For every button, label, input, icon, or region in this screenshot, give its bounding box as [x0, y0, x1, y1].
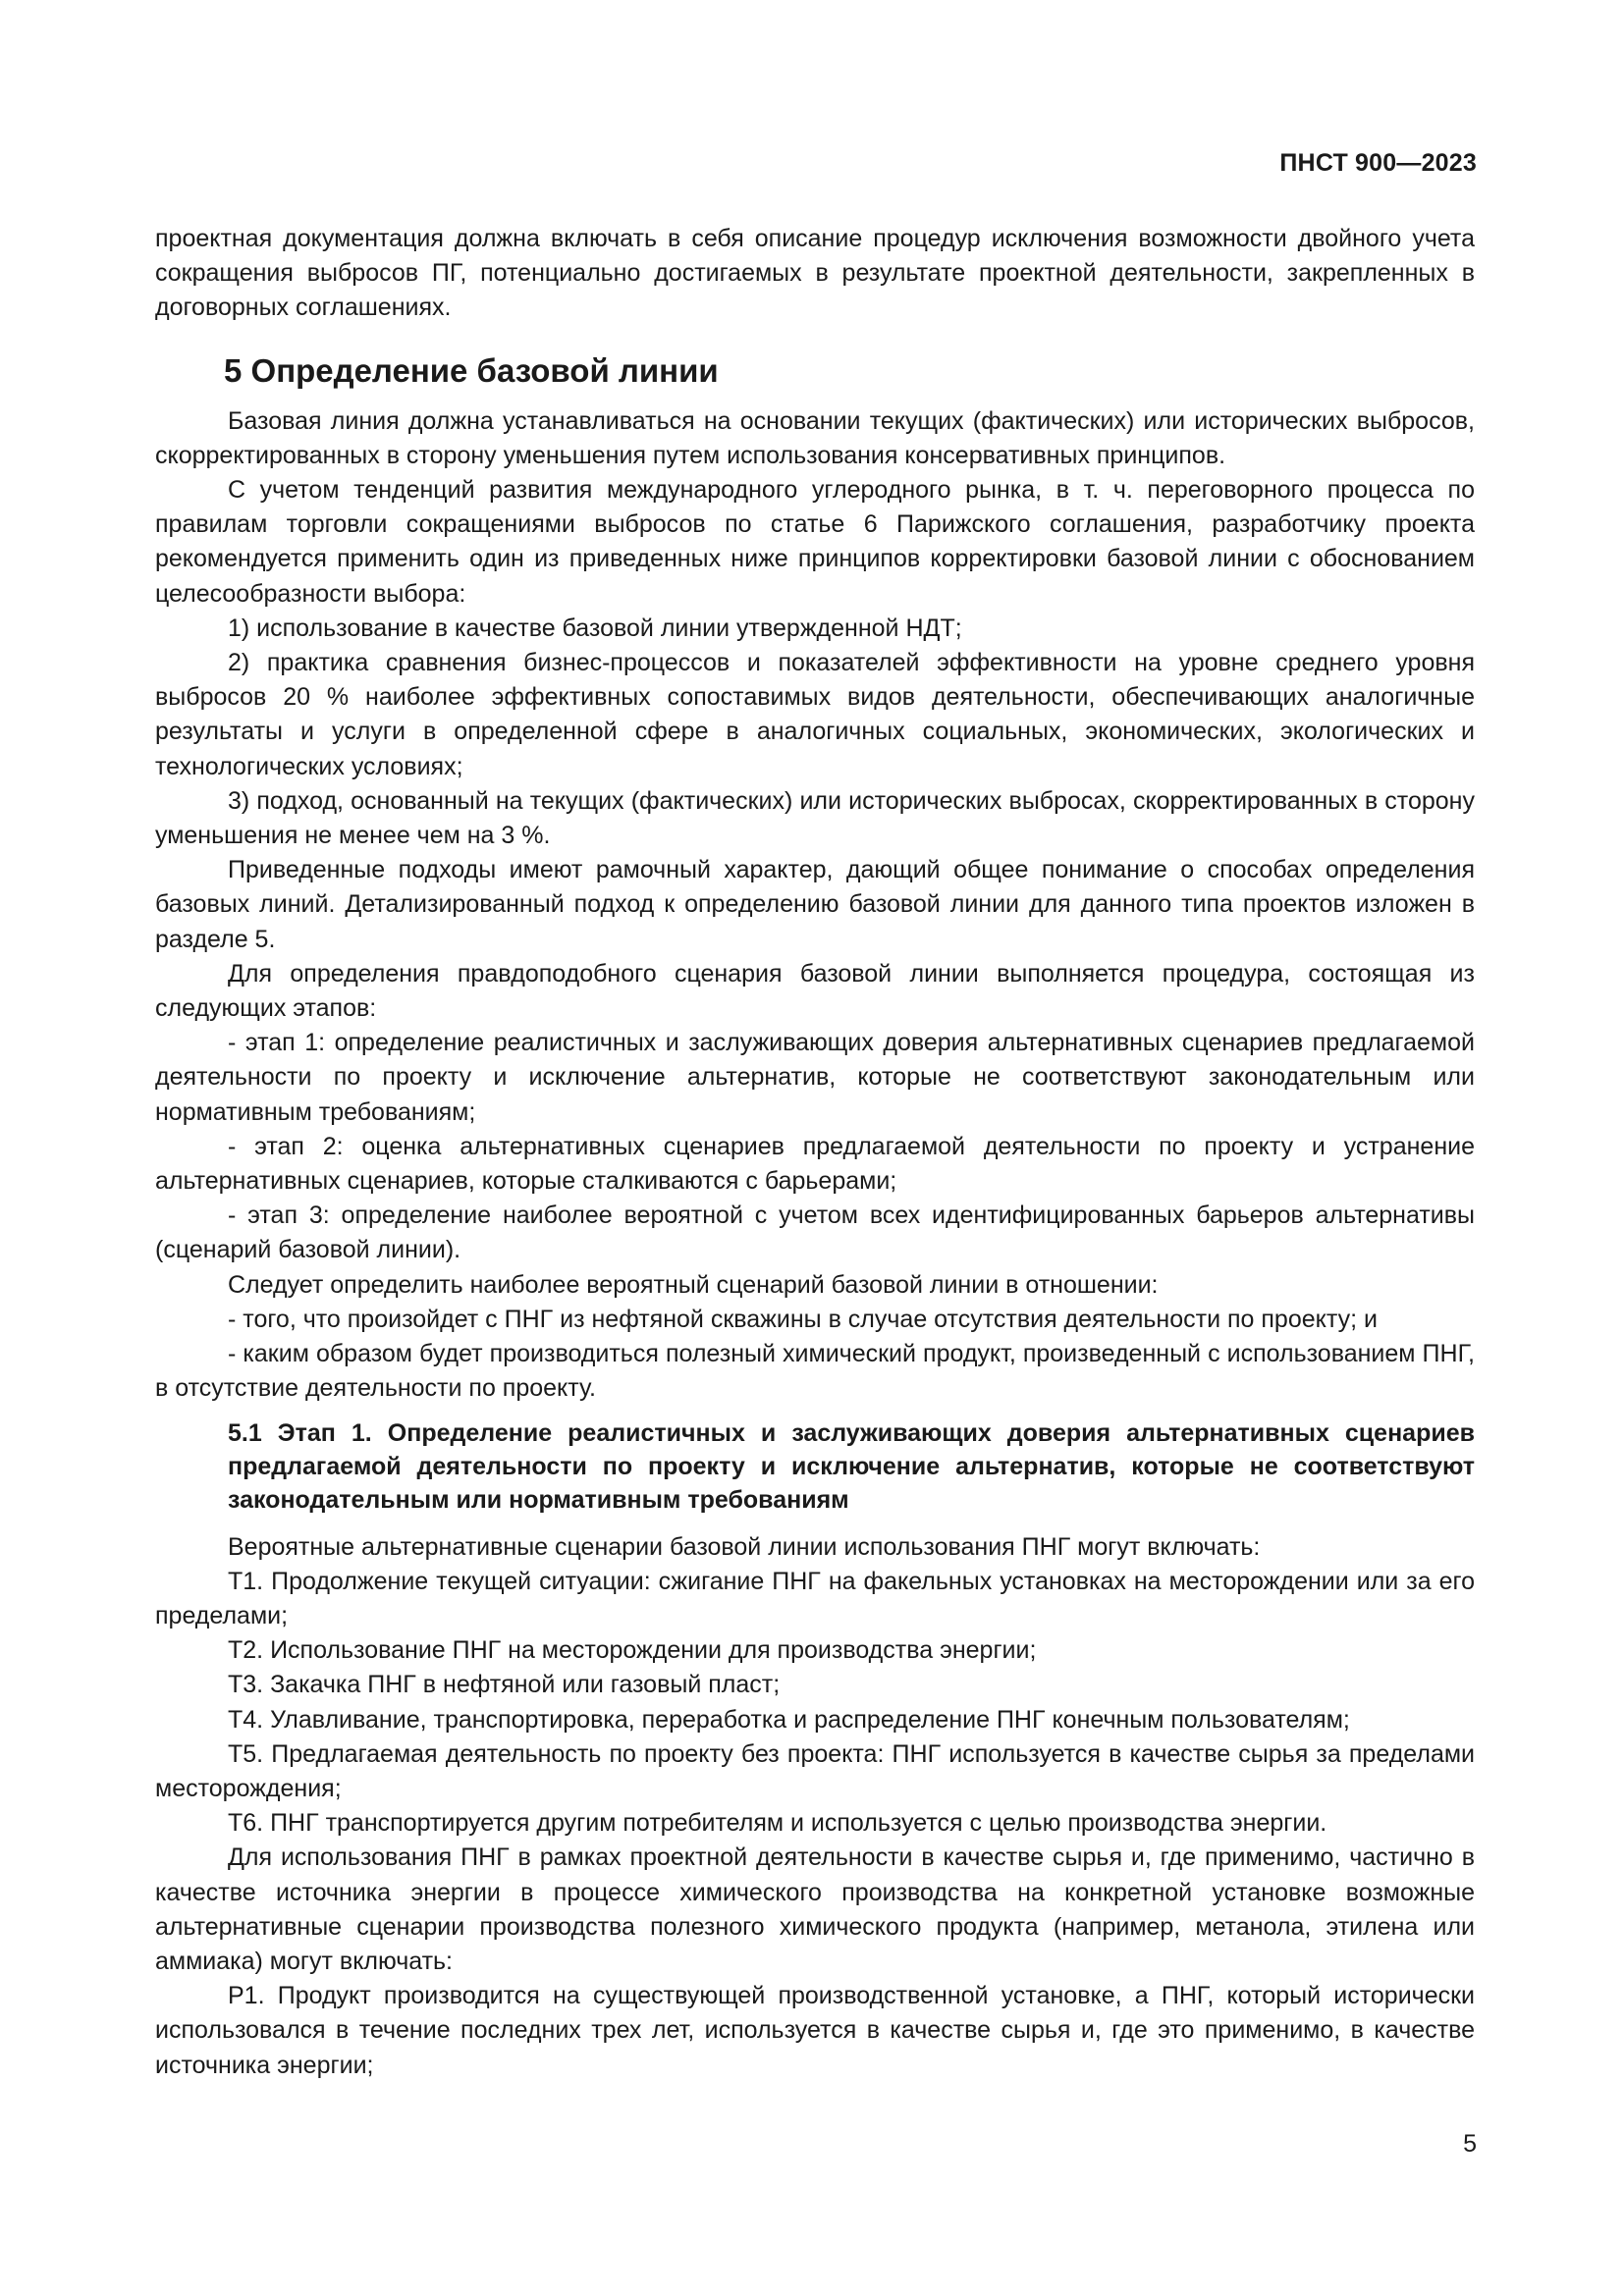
list-item: - этап 2: оценка альтернативных сценариев предлагаемой деятельности по проекту и устранение альтернативных сценариев, которые сталкиваются с барьерами; — [155, 1132, 1475, 1196]
document-body — [155, 222, 1475, 2083]
paragraph: Базовая линия должна устанавливаться на основании текущих (фактических) или исторических выбросов, скорректированных в сторону уменьшения путем использования консервативных принципов. — [155, 406, 1475, 469]
paragraph: Вероятные альтернативные сценарии базовой линии использования ПНГ могут включать: — [228, 1532, 1261, 1561]
list-item: - этап 1: определение реалистичных и заслуживающих доверия альтернативных сценариев предлагаемой деятельности по проекту и исключение альтернатив, которые не соответствуют законодательным или нормативным требованиям; — [155, 1029, 1475, 1126]
paragraph: С учетом тенденций развития международного углеродного рынка, в т. ч. переговорного процесса по правилам торговли сокращениями выбросов по статье 6 Парижского соглашения, разработчику проекта рекомендуется применить один из приведенных ниже принципов корректировки базовой линии с обоснованием целесообразности выбора: — [155, 476, 1475, 608]
section-title: 5 Определение базовой линии — [224, 351, 719, 389]
paragraph: Для определения правдоподобного сценария базовой линии выполняется процедура, состоящая из следующих этапов: — [155, 959, 1475, 1023]
list-item: 3) подход, основанный на текущих (фактических) или исторических выбросах, скорректированных в сторону уменьшения не менее чем на 3 %. — [155, 786, 1475, 850]
document-code-header: ПНСТ 900—2023 — [1279, 149, 1477, 177]
list-item: Т5. Предлагаемая деятельность по проекту без проекта: ПНГ используется в качестве сырья за пределами месторождения; — [155, 1739, 1475, 1802]
list-item: - этап 3: определение наиболее вероятной с учетом всех идентифицированных барьеров альтернативы (сценарий базовой линии). — [155, 1201, 1475, 1264]
list-item: Т1. Продолжение текущей ситуации: сжигание ПНГ на факельных установках на месторождении или за его пределами; — [155, 1567, 1475, 1629]
paragraph: Приведенные подходы имеют рамочный характер, дающий общее понимание о способах определения базовых линий. Детализированный подход к определению базовой линии для данного типа проектов изложен в разделе 5. — [155, 856, 1475, 953]
list-item: Т6. ПНГ транспортируется другим потребителям и используется с целью производства энергии. — [228, 1809, 1327, 1838]
paragraph: Для использования ПНГ в рамках проектной деятельности в качестве сырья и, где применимо, частично в качестве источника энергии в процессе химического производства на конкретной установке возможные альтернативные сценарии производства полезного химического продукта (например, метанола, этилена или аммиака) могут включать: — [155, 1843, 1475, 1975]
list-item: 2) практика сравнения бизнес-процессов и показателей эффективности на уровне среднего уровня выбросов 20 % наиболее эффективных сопоставимых видов деятельности, обеспечивающих аналогичные результаты и услуги в определенной сфере в аналогичных социальных, экономических, экологических и технологических условиях; — [155, 649, 1475, 780]
subsection-title: 5.1 Этап 1. Определение реалистичных и заслуживающих доверия альтернативных сценариев предлагаемой деятельности по проекту и исключение альтернатив, которые не соответствуют законодательным или нормативным требованиям — [228, 1418, 1475, 1514]
list-item: Т4. Улавливание, транспортировка, переработка и распределение ПНГ конечным пользователям; — [228, 1705, 1350, 1734]
paragraph-intro: проектная документация должна включать в себя описание процедур исключения возможности двойного учета сокращения выбросов ПГ, потенциально достигаемых в результате проектной деятельности, закрепленных в договорных соглашениях. — [155, 225, 1475, 322]
paragraph: Следует определить наиболее вероятный сценарий базовой линии в отношении: — [228, 1270, 1159, 1299]
list-item: - того, что произойдет с ПНГ из нефтяной скважины в случае отсутствия деятельности по проекту; и — [228, 1305, 1378, 1333]
list-item: Р1. Продукт производится на существующей производственной установке, а ПНГ, который исторически использовался в течение последних трех лет, используется в качестве сырья и, где это применимо, в качестве источника энергии; — [155, 1982, 1475, 2079]
list-item: Т2. Использование ПНГ на месторождении для производства энергии; — [228, 1636, 1037, 1665]
list-item: - каким образом будет производиться полезный химический продукт, произведенный с использованием ПНГ, в отсутствие деятельности по проекту. — [155, 1340, 1475, 1403]
list-item: 1) использование в качестве базовой линии утвержденной НДТ; — [228, 614, 962, 642]
list-item: Т3. Закачка ПНГ в нефтяной или газовый пласт; — [228, 1671, 781, 1699]
page-number: 5 — [1463, 2130, 1477, 2158]
